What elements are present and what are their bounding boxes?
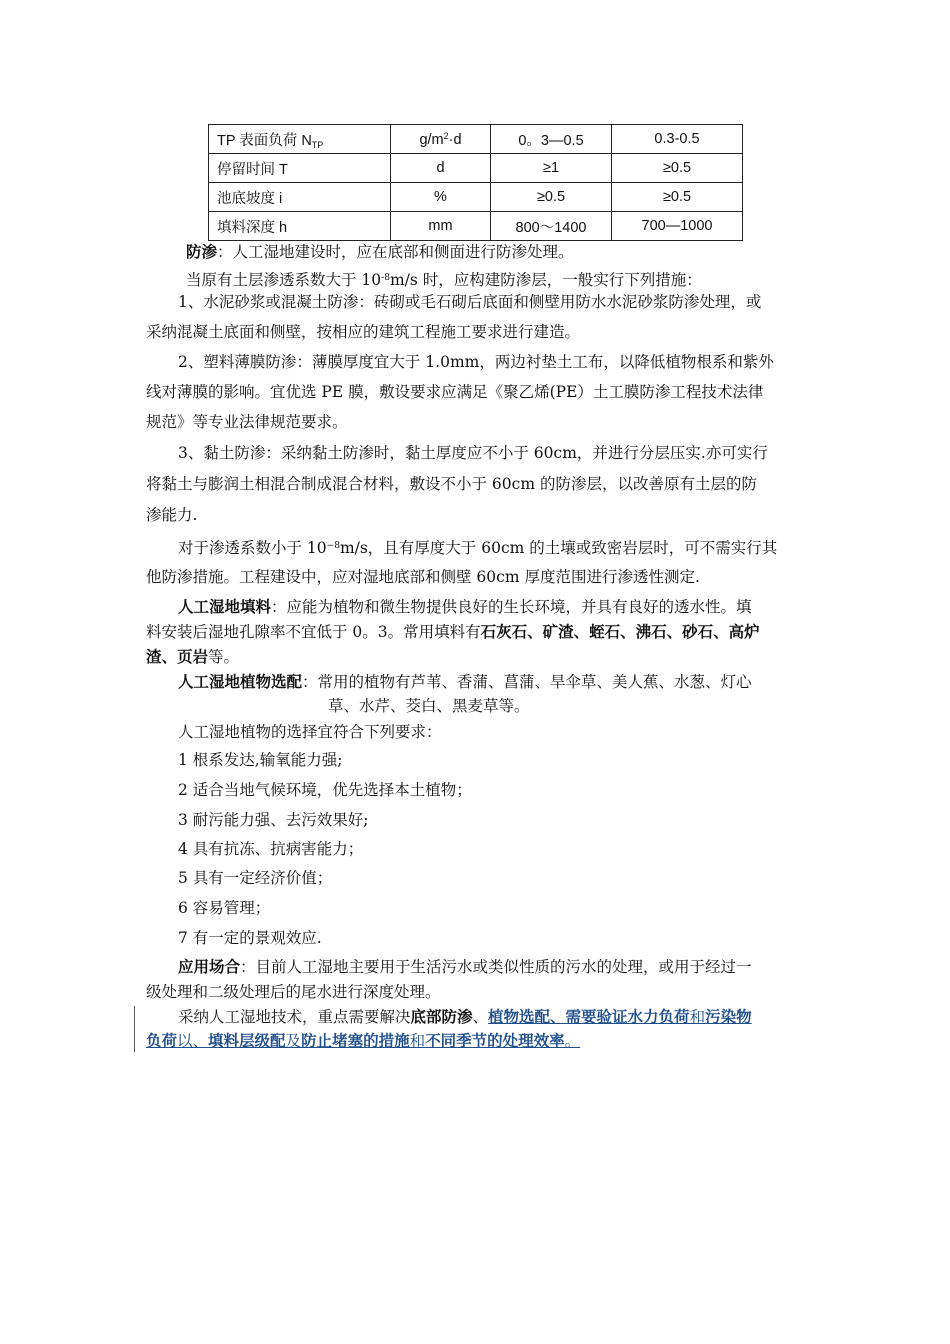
requirement-item: 2 适合当地气候环境，优先选择本土植物； bbox=[178, 781, 472, 799]
table-cell: 池底坡度 i bbox=[209, 183, 391, 212]
table-row bbox=[209, 154, 743, 183]
table-cell: $g/m^2\cdot d$ bbox=[391, 125, 491, 154]
requirement-item: 4 具有抗冻、抗病害能力； bbox=[178, 840, 364, 858]
tracked-change-link[interactable]: 污染物 bbox=[705, 1007, 752, 1026]
table-cell: ≥1 bbox=[491, 154, 612, 183]
requirement-item: 1 根系发达,输氧能力强; bbox=[178, 751, 343, 769]
table-row bbox=[209, 125, 743, 154]
table-cell: 700—1000 bbox=[612, 212, 743, 241]
low-permeability-line: 对于渗透系数小于 $10^{-8}m/s$，且有厚度大于 60cm 的土壤或致密岩层时，可不需实行其 bbox=[178, 539, 778, 557]
method-3-line: 将黏土与膨润土相混合制成混合材料，敷设不小于 60cm 的防渗层，以改善原有土层的防 bbox=[146, 475, 757, 493]
summary-line: 采纳人工湿地技术，重点需要解决底部防渗、植物选配、需要验证水力负荷和污染物 bbox=[178, 1007, 752, 1026]
requirement-item: 6 容易管理； bbox=[178, 899, 271, 917]
parameter-table bbox=[208, 124, 743, 241]
revision-bar bbox=[134, 1006, 135, 1052]
plants-line: 草、水芹、茭白、黑麦草等。 bbox=[328, 697, 530, 715]
tracked-change-link[interactable]: 防止堵塞的措施 bbox=[301, 1031, 410, 1050]
method-2-line: 规范》等专业法律规范要求。 bbox=[146, 413, 348, 431]
table-cell: % bbox=[391, 183, 491, 212]
antiseep-condition: 当原有土层渗透系数大于 $10^{-8}m/s$ 时，应构建防渗层，一般实行下列措施： bbox=[186, 271, 702, 289]
method-2-line: 线对薄膜的影响。宜优选 PE 膜，敷设要求应满足《聚乙烯(PE）土工膜防渗工程技术法律 bbox=[146, 383, 764, 401]
table-row bbox=[209, 183, 743, 212]
table-cell: ≥0.5 bbox=[491, 183, 612, 212]
tracked-change-link[interactable]: 填料层级配 bbox=[208, 1031, 286, 1050]
antiseep-intro: 防渗：人工湿地建设时，应在底部和侧面进行防渗处理。 bbox=[186, 242, 574, 261]
table-cell: 填料深度 h bbox=[209, 212, 391, 241]
table-cell: TP 表面负荷 $N_{TP}$ bbox=[209, 125, 391, 154]
requirement-item: 7 有一定的景观效应. bbox=[178, 929, 322, 947]
table-cell: d bbox=[391, 154, 491, 183]
method-3-line: 渗能力. bbox=[146, 506, 198, 524]
application-line: 应用场合：目前人工湿地主要用于生活污水或类似性质的污水的处理，或用于经过一 bbox=[178, 957, 752, 976]
requirement-item: 3 耐污能力强、去污效果好; bbox=[178, 811, 369, 829]
tracked-change-link[interactable]: 植物选配、需要验证水力负荷 bbox=[488, 1007, 690, 1026]
table-cell: ≥0.5 bbox=[612, 183, 743, 212]
table-cell: 停留时间 T bbox=[209, 154, 391, 183]
filler-line: 料安装后湿地孔隙率不宜低于 0。3。常用填料有石灰石、矿渣、蛭石、沸石、砂石、高炉 bbox=[146, 622, 760, 641]
application-line: 级处理和二级处理后的尾水进行深度处理。 bbox=[146, 983, 441, 1001]
method-2-line: 2、塑料薄膜防渗：薄膜厚度宜大于 1.0mm，两边衬垫土工布，以降低植物根系和紫外 bbox=[178, 353, 774, 371]
tracked-change-link[interactable]: 负荷 bbox=[146, 1031, 178, 1050]
plants-line: 人工湿地植物选配：常用的植物有芦苇、香蒲、菖蒲、旱伞草、美人蕉、水葱、灯心 bbox=[178, 672, 752, 691]
tracked-change-link[interactable]: 不同季节的处理效率 bbox=[425, 1031, 565, 1050]
table-cell: mm bbox=[391, 212, 491, 241]
table-row bbox=[209, 212, 743, 241]
table-cell: 0.3-0.5 bbox=[612, 125, 743, 154]
filler-line: 人工湿地填料：应能为植物和微生物提供良好的生长环境，并具有良好的透水性。填 bbox=[178, 597, 752, 616]
summary-line: 负荷以、填料层级配及防止堵塞的措施和不同季节的处理效率。 bbox=[146, 1031, 581, 1050]
table-cell: 800～1400 bbox=[491, 212, 612, 241]
table-cell: ≥0.5 bbox=[612, 154, 743, 183]
method-3-line: 3、黏土防渗：采纳黏土防渗时，黏土厚度应不小于 60cm，并进行分层压实.亦可实行 bbox=[178, 444, 768, 462]
method-1-line: 采纳混凝土底面和侧壁，按相应的建筑工程施工要求进行建造。 bbox=[146, 323, 581, 341]
low-permeability-line: 他防渗措施。工程建设中，应对湿地底部和侧壁 60cm 厚度范围进行渗透性测定. bbox=[146, 568, 700, 586]
filler-line: 渣、页岩等。 bbox=[146, 647, 240, 666]
plants-requirement-intro: 人工湿地植物的选择宜符合下列要求： bbox=[178, 723, 442, 741]
requirement-item: 5 具有一定经济价值； bbox=[178, 869, 333, 887]
table-cell: 0。3—0.5 bbox=[491, 125, 612, 154]
method-1-line: 1、水泥砂浆或混凝土防渗：砖砌或毛石砌后底面和侧壁用防水水泥砂浆防渗处理，或 bbox=[178, 293, 762, 311]
